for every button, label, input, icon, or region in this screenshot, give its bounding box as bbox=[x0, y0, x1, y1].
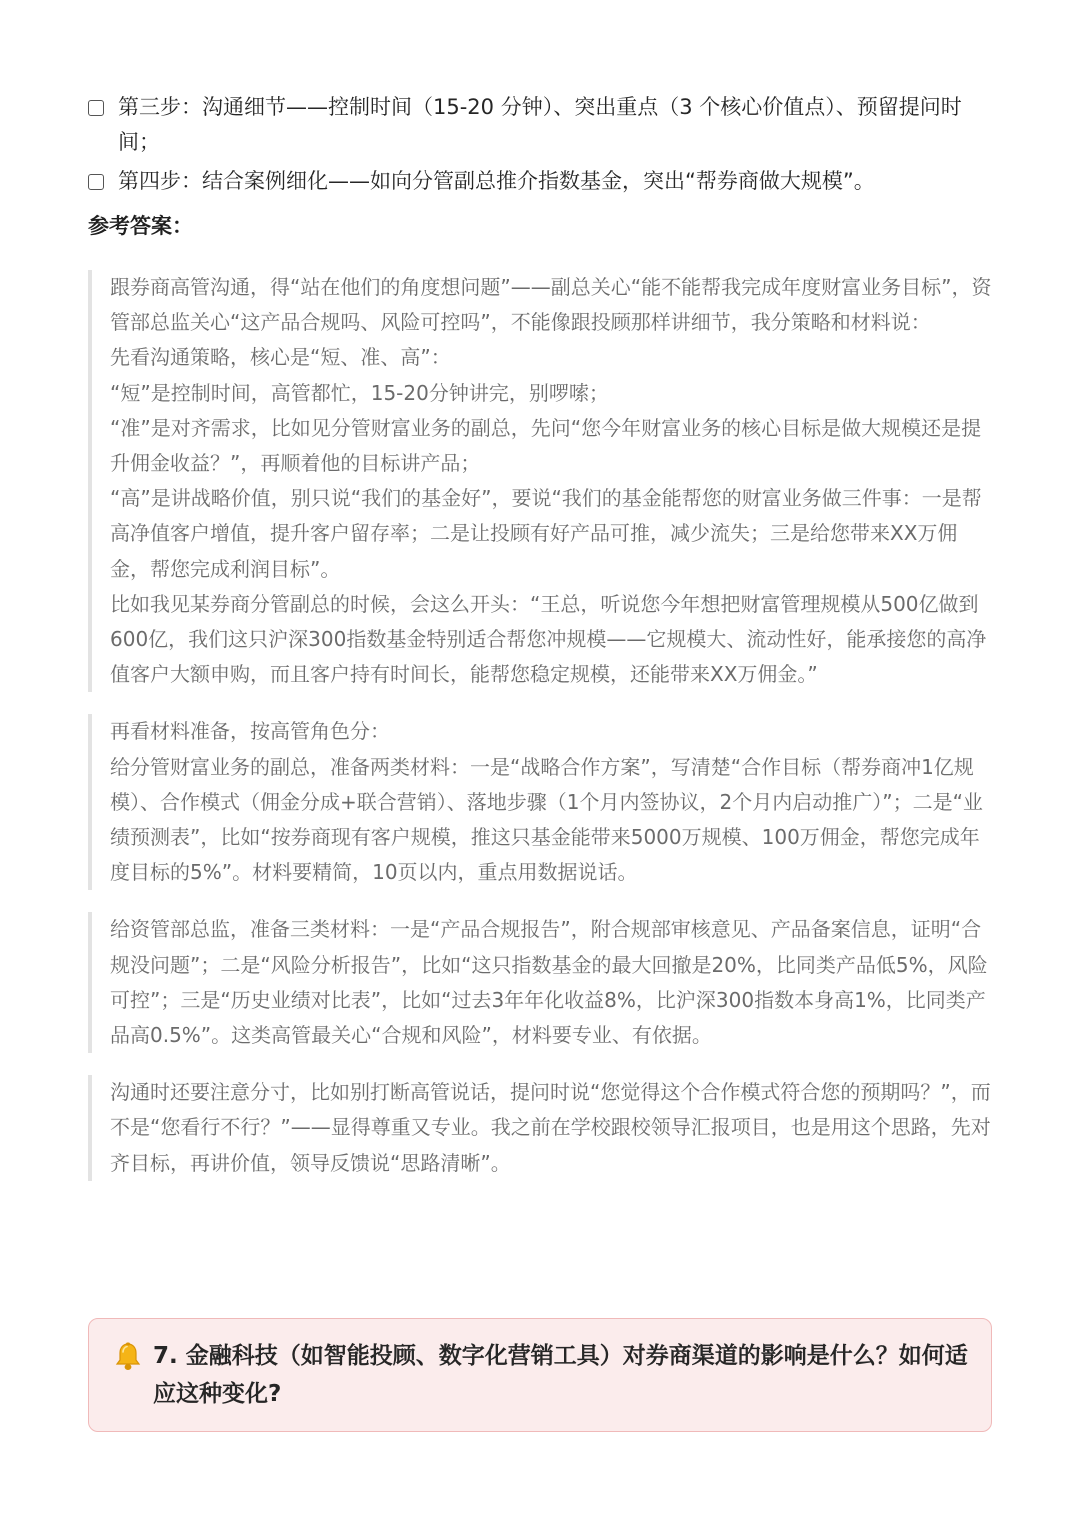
answer-quote-strategy bbox=[88, 270, 992, 692]
quote-paragraph: 给分管财富业务的副总，准备两类材料：一是“战略合作方案”，写清楚“合作目标（帮券商冲1亿规模）、合作模式（佣金分成+联合营销）、落地步骤（1个月内签协议，2个月内启动推广）”；二是“业绩预测表”，比如“按券商现有客户规模，推这只基金能带来5000万规模、100万佣金，帮您完成年度目标的5%”。材料要精简，10页以内，重点用数据说话。 bbox=[110, 754, 983, 885]
task-checkbox[interactable] bbox=[88, 174, 104, 190]
quote-paragraph: 比如我见某券商分管副总的时候，会这么开头：“王总，听说您今年想把财富管理规模从500亿做到600亿，我们这只沪深300指数基金特别适合帮您冲规模——它规模大、流动性好，能承接您的高净值客户大额申购，而且客户持有时间长，能帮您稳定规模，还能带来XX万佣金。” bbox=[110, 591, 987, 687]
quote-paragraph: “高”是讲战略价值，别只说“我们的基金好”，要说“我们的基金能帮您的财富业务做三件事：一是帮高净值客户增值，提升客户留存率；二是让投顾有好产品可推，减少流失；三是给您带来XX万佣金，帮您完成利润目标”。 bbox=[110, 486, 982, 581]
task-item-step4 bbox=[88, 164, 992, 199]
answer-quote-etiquette bbox=[88, 1075, 992, 1181]
task-item-label: 第四步：结合案例细化——如向分管副总推介指数基金，突出“帮券商做大规模”。 bbox=[118, 169, 875, 193]
quote-paragraph: 再看材料准备，按高管角色分： bbox=[110, 719, 390, 744]
quote-paragraph: 沟通时还要注意分寸，比如别打断高管说话，提问时说“您觉得这个合作模式符合您的预期吗？”，而不是“您看行不行？”——显得尊重又专业。我之前在学校跟校领导汇报项目，也是用这个思路，先对齐目标，再讲价值，领导反馈说“思路清晰”。 bbox=[110, 1080, 991, 1175]
answer-heading: 参考答案： bbox=[88, 214, 193, 238]
answer-quote-materials-vp bbox=[88, 714, 992, 890]
bell-icon bbox=[115, 1342, 141, 1372]
quote-paragraph: “准”是对齐需求，比如见分管财富业务的副总，先问“您今年财富业务的核心目标是做大规模还是提升佣金收益？”，再顺着他的目标讲产品； bbox=[110, 415, 982, 476]
question-callout bbox=[88, 1318, 992, 1432]
task-checkbox[interactable] bbox=[88, 100, 104, 116]
task-item-label: 第三步：沟通细节——控制时间（15-20 分钟）、突出重点（3 个核心价值点）、预留提问时间； bbox=[118, 95, 962, 154]
quote-paragraph: 跟券商高管沟通，得“站在他们的角度想问题”——副总关心“能不能帮我完成年度财富业务目标”，资管部总监关心“这产品合规吗、风险可控吗”，不能像跟投顾那样讲细节，我分策略和材料说： bbox=[110, 275, 992, 335]
document-body bbox=[88, 90, 992, 1181]
quote-paragraph: 给资管部总监，准备三类材料：一是“产品合规报告”，附合规部审核意见、产品备案信息，证明“合规没问题”；二是“风险分析报告”，比如“这只指数基金的最大回撤是20%，比同类产品低5%，风险可控”；三是“历史业绩对比表”，比如“过去3年年化收益8%，比沪深300指数本身高1%，比同类产品高0.5%”。这类高管最关心“合规和风险”，材料要专业、有依据。 bbox=[110, 917, 988, 1048]
quote-paragraph: “短”是控制时间，高管都忙，15-20分钟讲完，别啰嗦； bbox=[110, 380, 609, 405]
answer-quote-materials-director bbox=[88, 912, 992, 1053]
question-title: 7. 金融科技（如智能投顾、数字化营销工具）对券商渠道的影响是什么？如何适应这种变化? bbox=[153, 1343, 968, 1407]
task-item-step3 bbox=[88, 90, 992, 160]
quote-paragraph: 先看沟通策略，核心是“短、准、高”： bbox=[110, 345, 451, 370]
